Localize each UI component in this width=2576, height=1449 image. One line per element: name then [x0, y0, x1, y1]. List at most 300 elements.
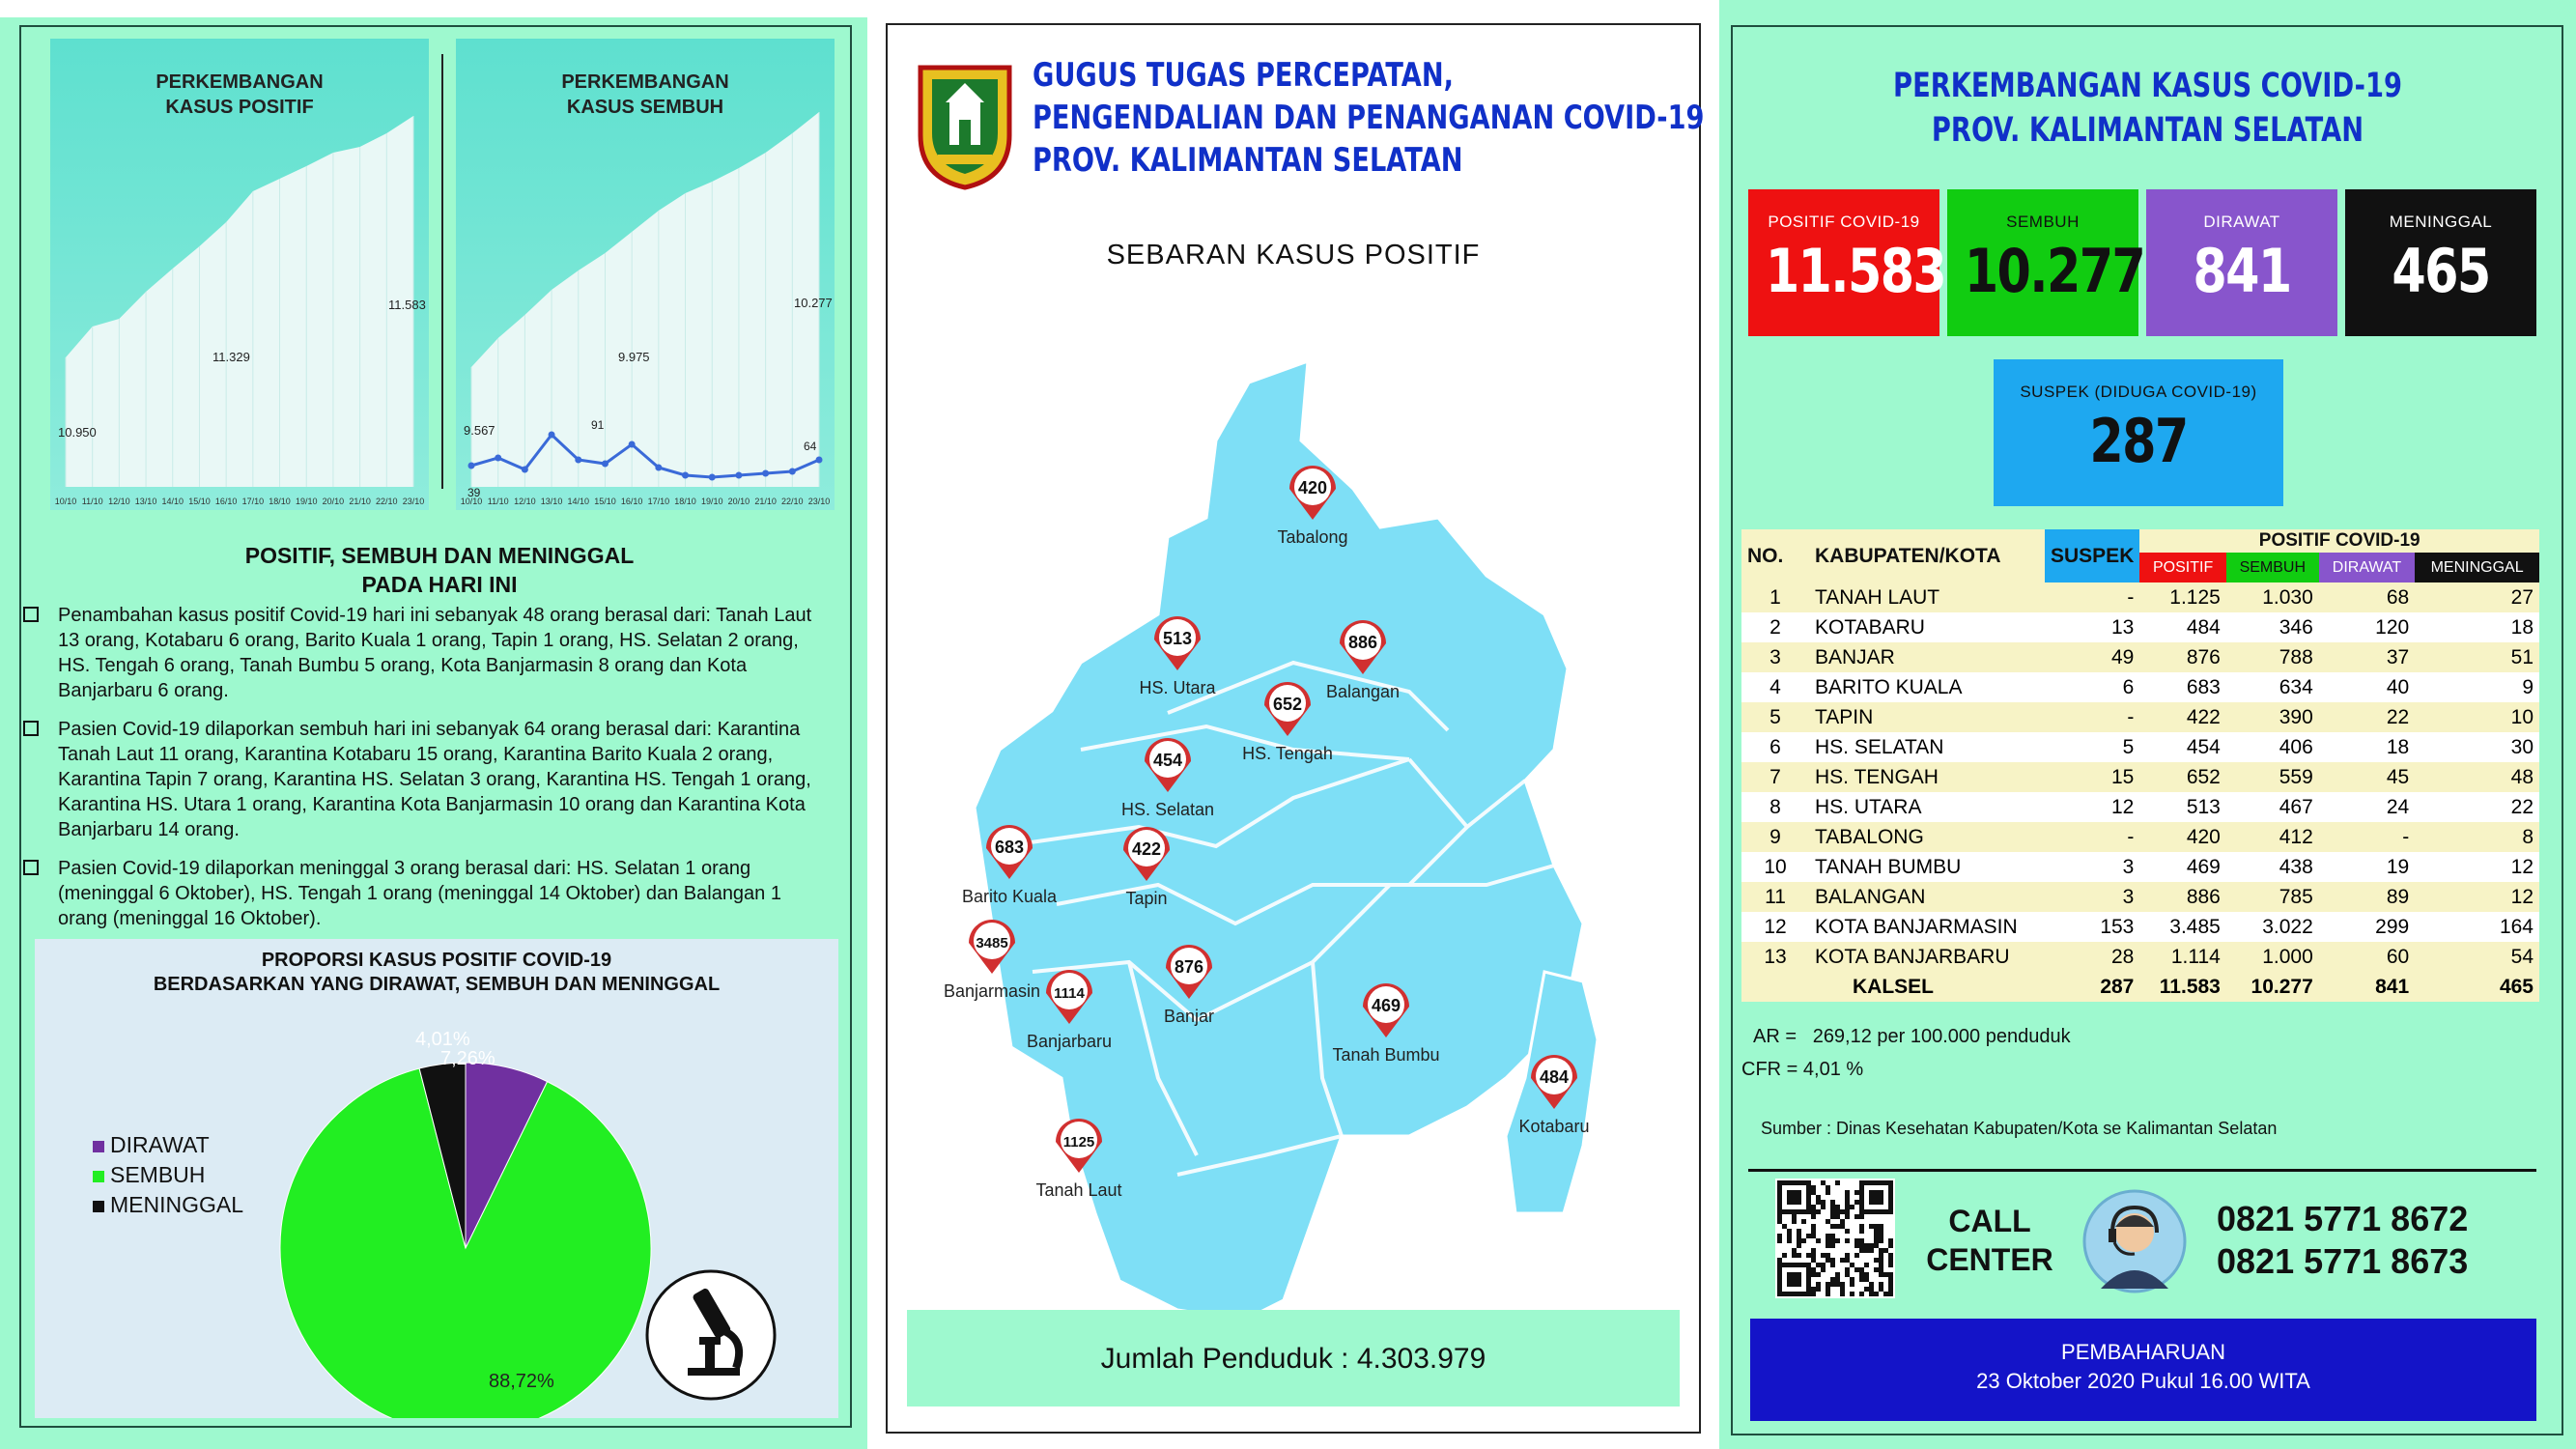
table-cell-dirawat: 299 — [2375, 915, 2410, 938]
table-cell-positif: 454 — [2186, 735, 2221, 758]
qr-module — [1874, 1243, 1879, 1248]
table-cell-dirawat: - — [2402, 825, 2410, 848]
qr-module — [1821, 1205, 1826, 1209]
qr-finder-core — [1787, 1190, 1801, 1205]
label-mid: 9.975 — [618, 350, 650, 364]
table-cell-no: 1 — [1769, 585, 1781, 609]
qr-module — [1830, 1263, 1835, 1267]
map-pin-name: Tanah Laut — [1035, 1180, 1122, 1200]
x-tick-label: 11/10 — [487, 497, 509, 506]
qr-module — [1777, 1234, 1782, 1238]
qr-module — [1816, 1195, 1821, 1200]
table-cell-sembuh: 346 — [2279, 615, 2313, 639]
bullet-sembuh — [58, 717, 821, 842]
x-tick-label: 22/10 — [781, 497, 804, 506]
x-tick-label: 13/10 — [540, 497, 563, 506]
qr-module — [1835, 1282, 1840, 1287]
table-cell-dirawat: 60 — [2386, 945, 2410, 968]
call-center-label — [1922, 1202, 2057, 1279]
qr-module — [1859, 1292, 1864, 1296]
pie-label-dirawat: 7,26% — [440, 1048, 495, 1069]
qr-module — [1816, 1209, 1821, 1214]
table-cell-meninggal: 27 — [2510, 585, 2534, 609]
qr-module — [1811, 1209, 1816, 1214]
table-cell-positif: 1.125 — [2169, 585, 2221, 609]
header-title-line1: GUGUS TUGAS PERCEPATAN, — [1033, 56, 1454, 95]
map-pin-value: 3485 — [976, 935, 1008, 952]
table-cell-sembuh: 1.000 — [2262, 945, 2313, 968]
daily-point — [789, 469, 796, 475]
map-pin-name: Tanah Bumbu — [1332, 1045, 1440, 1065]
map-pin-value: 1114 — [1054, 985, 1085, 1002]
table-cell-suspek: 28 — [2111, 945, 2135, 968]
map-pin-value: 422 — [1131, 839, 1162, 859]
label-end: 10.277 — [794, 296, 833, 310]
qr-module — [1864, 1243, 1869, 1248]
qr-module — [1821, 1263, 1826, 1267]
chart-kasus-positif — [50, 39, 429, 510]
table-row — [1741, 612, 2539, 642]
chart-kasus-sembuh — [456, 39, 835, 510]
map-pin-value: 454 — [1152, 751, 1183, 770]
qr-module — [1811, 1190, 1816, 1195]
tile-positif-label: POSITIF COVID-19 — [1768, 213, 1920, 231]
daily-point — [735, 472, 742, 479]
table-row — [1741, 942, 2539, 972]
qr-module — [1869, 1292, 1874, 1296]
qr-module — [1864, 1272, 1869, 1277]
table-cell-suspek: 3 — [2122, 855, 2135, 878]
table-cell-positif: 3.485 — [2169, 915, 2221, 938]
map-pin-value: 469 — [1371, 996, 1401, 1015]
qr-module — [1879, 1224, 1883, 1229]
map-pin-name: HS. Tengah — [1242, 744, 1333, 763]
area-fill — [66, 116, 413, 487]
table-cell-suspek: 5 — [2122, 735, 2135, 758]
table-cell-kab: TANAH LAUT — [1815, 585, 1940, 609]
x-tick-label: 23/10 — [807, 497, 831, 506]
table-cell-kab: HS. TENGAH — [1815, 765, 1939, 788]
table-cell-no: 13 — [1764, 945, 1787, 968]
table-cell-kab: TABALONG — [1815, 825, 1924, 848]
qr-module — [1859, 1248, 1864, 1253]
map-pin-value: 1125 — [1062, 1134, 1095, 1151]
qr-module — [1845, 1195, 1850, 1200]
table-cell-dirawat: 37 — [2386, 645, 2410, 668]
qr-finder-core — [1787, 1272, 1801, 1287]
table-cell-meninggal: 54 — [2510, 945, 2534, 968]
qr-module — [1888, 1253, 1893, 1258]
table-cell-kab: KOTA BANJARBARU — [1815, 945, 2010, 968]
qr-module — [1811, 1258, 1816, 1263]
table-cell-dirawat: 120 — [2375, 615, 2410, 639]
table-cell-kab: TAPIN — [1815, 705, 1874, 728]
table-cell-no: 12 — [1764, 915, 1787, 938]
qr-module — [1821, 1180, 1826, 1185]
th-meninggal: MENINGGAL — [2415, 553, 2539, 582]
bullet-positif-text: Penambahan kasus positif Covid-19 hari ini sebanyak 48 orang berasal dari: Tanah Laut 13 orang, Kotabaru 6 orang, Barito Kuala 1 orang, Tapin 1 orang, HS. Selatan 2 orang, HS. Tengah 6 orang, Tanah Bumbu 5 orang, Kota Banjarmasin 8 orang dan Kota Banjarbaru 6 orang. — [58, 605, 812, 701]
area-fill — [471, 112, 819, 487]
qr-module — [1874, 1292, 1879, 1296]
daily-point — [549, 432, 555, 439]
qr-module — [1874, 1238, 1879, 1243]
tile-dirawat — [2146, 189, 2337, 336]
qr-module — [1854, 1253, 1859, 1258]
qr-module — [1883, 1292, 1888, 1296]
table-cell-suspek: 3 — [2122, 885, 2135, 908]
qr-module — [1845, 1272, 1850, 1277]
table-cell-kab: KOTABARU — [1815, 615, 1925, 639]
qr-module — [1845, 1214, 1850, 1219]
qr-module — [1845, 1190, 1850, 1195]
qr-module — [1888, 1243, 1893, 1248]
qr-module — [1859, 1267, 1864, 1272]
qr-module — [1816, 1200, 1821, 1205]
qr-module — [1879, 1272, 1883, 1277]
tile-meninggal — [2345, 189, 2536, 336]
qr-module — [1826, 1292, 1830, 1296]
qr-module — [1879, 1287, 1883, 1292]
map-pin-name: Balangan — [1325, 682, 1401, 701]
map-pin-value: 876 — [1174, 957, 1204, 977]
qr-module — [1816, 1287, 1821, 1292]
table-row — [1741, 912, 2539, 942]
microscope-icon — [643, 1267, 778, 1403]
qr-module — [1777, 1258, 1782, 1263]
table-cell-suspek: 153 — [2100, 915, 2135, 938]
map-pin-name: HS. Selatan — [1120, 800, 1215, 819]
qr-module — [1830, 1205, 1835, 1209]
table-cell-positif: 422 — [2186, 705, 2221, 728]
table-total-suspek: 287 — [2100, 975, 2135, 998]
qr-module — [1826, 1287, 1830, 1292]
tile-sembuh-label: SEMBUH — [2006, 213, 2080, 231]
th-dirawat: DIRAWAT — [2319, 553, 2415, 582]
map-pin-value: 513 — [1162, 629, 1193, 648]
qr-module — [1792, 1248, 1797, 1253]
pie-section — [35, 939, 838, 1418]
qr-module — [1777, 1238, 1782, 1243]
qr-module — [1879, 1263, 1883, 1267]
qr-module — [1874, 1258, 1879, 1263]
qr-module — [1845, 1238, 1850, 1243]
qr-module — [1874, 1224, 1879, 1229]
qr-module — [1854, 1267, 1859, 1272]
qr-module — [1816, 1282, 1821, 1287]
table-cell-no: 10 — [1764, 855, 1787, 878]
table-cell-sembuh: 412 — [2279, 825, 2313, 848]
x-tick-label: 12/10 — [514, 497, 536, 506]
table-cell-suspek: - — [2127, 705, 2135, 728]
qr-module — [1811, 1214, 1816, 1219]
qr-module — [1801, 1219, 1806, 1224]
qr-module — [1879, 1253, 1883, 1258]
qr-module — [1869, 1248, 1874, 1253]
pie-label-meninggal: 4,01% — [415, 1029, 470, 1050]
map-pin-name: Tapin — [1125, 889, 1168, 908]
tile-suspek-value: 287 — [2089, 406, 2188, 476]
table-cell-kab: BALANGAN — [1815, 885, 1926, 908]
table-cell-kab: HS. UTARA — [1815, 795, 1922, 818]
table-row — [1741, 732, 2539, 762]
table-body — [1741, 582, 2539, 1002]
map-pin-name: Banjarbaru — [1026, 1032, 1113, 1051]
qr-module — [1830, 1277, 1835, 1282]
table-row — [1741, 822, 2539, 852]
table-cell-no: 7 — [1769, 765, 1781, 788]
table-cell-sembuh: 406 — [2279, 735, 2313, 758]
table-cell-sembuh: 1.030 — [2262, 585, 2313, 609]
qr-module — [1811, 1229, 1816, 1234]
qr-module — [1864, 1287, 1869, 1292]
bullet-checkbox-icon — [23, 607, 39, 622]
population-box — [907, 1310, 1680, 1406]
qr-module — [1879, 1229, 1883, 1234]
qr-module — [1869, 1224, 1874, 1229]
header-title — [1033, 54, 1704, 182]
chart-positif-title-line2: KASUS POSITIF — [165, 97, 314, 118]
th-no: NO. — [1747, 544, 1784, 567]
qr-module — [1787, 1238, 1792, 1243]
middle-panel — [886, 23, 1705, 1434]
qr-module — [1888, 1258, 1893, 1263]
qr-module — [1854, 1190, 1859, 1195]
qr-module — [1826, 1238, 1830, 1243]
qr-module — [1811, 1287, 1816, 1292]
qr-module — [1840, 1224, 1845, 1229]
qr-module — [1879, 1234, 1883, 1238]
pie-title-line2: BERDASARKAN YANG DIRAWAT, SEMBUH DAN MENINGGAL — [153, 974, 721, 995]
table-cell-kab: KOTA BANJARMASIN — [1815, 915, 2018, 938]
qr-module — [1854, 1243, 1859, 1248]
x-tick-label: 14/10 — [567, 497, 590, 506]
call-center-agent-icon — [2081, 1188, 2188, 1294]
qr-module — [1782, 1253, 1787, 1258]
phone-numbers — [2217, 1198, 2468, 1283]
qr-module — [1835, 1272, 1840, 1277]
qr-module — [1835, 1224, 1840, 1229]
bullet-checkbox-icon — [23, 860, 39, 875]
bullet-meninggal — [58, 856, 821, 931]
daily-point — [682, 472, 689, 479]
table-cell-sembuh: 634 — [2279, 675, 2313, 698]
tile-sembuh — [1947, 189, 2145, 336]
table-cell-positif: 652 — [2186, 765, 2221, 788]
qr-module — [1830, 1214, 1835, 1219]
map-pin-name: Barito Kuala — [961, 887, 1058, 906]
x-tick-label: 10/10 — [54, 497, 77, 506]
table-row — [1741, 642, 2539, 672]
th-positif-group: POSITIF COVID-19 — [2258, 530, 2420, 551]
qr-module — [1811, 1292, 1816, 1296]
qr-module — [1850, 1277, 1854, 1282]
x-tick-label: 16/10 — [214, 497, 238, 506]
qr-module — [1826, 1219, 1830, 1224]
table-cell-sembuh: 788 — [2279, 645, 2313, 668]
x-tick-label: 18/10 — [674, 497, 696, 506]
table-cell-sembuh: 785 — [2279, 885, 2313, 908]
qr-module — [1792, 1219, 1797, 1224]
cfr-text: CFR = 4,01 % — [1741, 1059, 1864, 1080]
qr-module — [1806, 1234, 1811, 1238]
bullet-checkbox-icon — [23, 721, 39, 736]
qr-module — [1830, 1282, 1835, 1287]
table-cell-positif: 484 — [2186, 615, 2221, 639]
qr-module — [1777, 1219, 1782, 1224]
qr-module — [1879, 1258, 1883, 1263]
province-logo — [917, 64, 1013, 191]
table-cell-suspek: 15 — [2111, 765, 2135, 788]
update-date: 23 Oktober 2020 Pukul 16.00 WITA — [1976, 1369, 2310, 1393]
qr-module — [1826, 1190, 1830, 1195]
th-kabupaten: KABUPATEN/KOTA — [1815, 544, 2001, 567]
table-cell-meninggal: 48 — [2510, 765, 2534, 788]
ar-text: AR = 269,12 per 100.000 penduduk — [1753, 1026, 2071, 1047]
th-sembuh: SEMBUH — [2226, 553, 2319, 582]
tile-positif-value: 11.583 — [1765, 236, 1946, 306]
qr-module — [1854, 1214, 1859, 1219]
qr-module — [1797, 1243, 1801, 1248]
right-title — [1719, 64, 2576, 153]
tile-suspek — [1994, 359, 2283, 506]
qr-module — [1859, 1238, 1864, 1243]
qr-module — [1888, 1277, 1893, 1282]
qr-module — [1830, 1243, 1835, 1248]
map-pin-name: Kotabaru — [1518, 1117, 1590, 1136]
left-panel — [0, 17, 867, 1449]
x-tick-label: 19/10 — [295, 497, 318, 506]
qr-module — [1840, 1209, 1845, 1214]
qr-module — [1864, 1263, 1869, 1267]
qr-module — [1821, 1200, 1826, 1205]
call-label-line1: CALL — [1948, 1204, 2031, 1238]
chart-sembuh-title-line2: KASUS SEMBUH — [566, 97, 724, 118]
qr-module — [1869, 1287, 1874, 1292]
x-tick-label: 20/10 — [322, 497, 345, 506]
table-total-sembuh: 10.277 — [2250, 975, 2313, 998]
table-cell-sembuh: 438 — [2279, 855, 2313, 878]
qr-module — [1859, 1277, 1864, 1282]
x-tick-label: 12/10 — [108, 497, 130, 506]
tile-meninggal-value: 465 — [2392, 236, 2490, 306]
table-cell-meninggal: 9 — [2522, 675, 2534, 698]
qr-module — [1845, 1258, 1850, 1263]
qr-module — [1840, 1292, 1845, 1296]
table-row — [1741, 762, 2539, 792]
tile-positif — [1748, 189, 1946, 336]
tile-sembuh-value: 10.277 — [1964, 236, 2145, 306]
qr-module — [1888, 1272, 1893, 1277]
daily-point — [655, 465, 662, 471]
label-start: 9.567 — [464, 423, 495, 438]
bullet-positif — [58, 603, 821, 703]
phone-number-1[interactable]: 0821 5771 8672 — [2217, 1199, 2469, 1238]
table-cell-no: 6 — [1769, 735, 1781, 758]
legend-meninggal-label: MENINGGAL — [110, 1192, 244, 1217]
tile-suspek-label: SUSPEK (DIDUGA COVID-19) — [2020, 383, 2257, 401]
table-row — [1741, 702, 2539, 732]
qr-module — [1830, 1238, 1835, 1243]
table-row — [1741, 852, 2539, 882]
qr-module — [1826, 1243, 1830, 1248]
qr-module — [1826, 1185, 1830, 1190]
table-cell-dirawat: 19 — [2386, 855, 2410, 878]
qr-module — [1816, 1272, 1821, 1277]
legend-dirawat-label: DIRAWAT — [110, 1132, 210, 1157]
map-pin-name: Banjarmasin — [943, 981, 1041, 1001]
phone-number-2[interactable]: 0821 5771 8673 — [2217, 1241, 2469, 1281]
daily-point — [575, 457, 581, 464]
map-kalimantan-selatan — [888, 344, 1699, 1310]
qr-module — [1826, 1253, 1830, 1258]
qr-module — [1883, 1248, 1888, 1253]
label-end: 11.583 — [388, 298, 426, 312]
right-title-line1: PERKEMBANGAN KASUS COVID-19 — [1893, 67, 2402, 105]
x-tick-label: 21/10 — [349, 497, 371, 506]
qr-module — [1806, 1253, 1811, 1258]
qr-module — [1874, 1234, 1879, 1238]
x-tick-label: 15/10 — [594, 497, 616, 506]
x-tick-label: 10/10 — [460, 497, 483, 506]
table-cell-sembuh: 467 — [2279, 795, 2313, 818]
qr-module — [1821, 1267, 1826, 1272]
table-cell-dirawat: 45 — [2386, 765, 2410, 788]
chart-sembuh-svg — [456, 39, 835, 510]
qr-module — [1869, 1243, 1874, 1248]
call-label-line2: CENTER — [1926, 1242, 2053, 1277]
qr-module — [1811, 1272, 1816, 1277]
bullet-meninggal-text: Pasien Covid-19 dilaporkan meninggal 3 orang berasal dari: HS. Selatan 1 orang (meninggal 6 Oktober), HS. Tengah 1 orang (meninggal 14 Oktober) dan Balangan 1 orang (meninggal 16 Oktober). — [58, 858, 781, 929]
table-cell-sembuh: 3.022 — [2262, 915, 2313, 938]
table-cell-suspek: - — [2127, 825, 2135, 848]
chart-positif-title-line1: PERKEMBANGAN — [156, 71, 324, 93]
map-pin-name: HS. Utara — [1139, 678, 1216, 697]
table-cell-no: 4 — [1769, 675, 1781, 698]
table-cell-positif: 886 — [2186, 885, 2221, 908]
table-cell-no: 8 — [1769, 795, 1781, 818]
call-divider-top — [1748, 1169, 2536, 1172]
table-cell-positif: 469 — [2186, 855, 2221, 878]
map-pin-name: Tabalong — [1277, 527, 1348, 547]
qr-module — [1850, 1292, 1854, 1296]
x-tick-label: 14/10 — [161, 497, 184, 506]
label-start: 10.950 — [58, 425, 97, 440]
daily-label-peak: 91 — [591, 418, 605, 432]
qr-module — [1830, 1258, 1835, 1263]
qr-module — [1864, 1277, 1869, 1282]
map-pin-value: 420 — [1297, 478, 1328, 497]
qr-module — [1835, 1180, 1840, 1185]
table-cell-kab: TANAH BUMBU — [1815, 855, 1962, 878]
qr-module — [1826, 1282, 1830, 1287]
qr-module — [1811, 1253, 1816, 1258]
table-cell-dirawat: 89 — [2386, 885, 2410, 908]
qr-module — [1845, 1205, 1850, 1209]
table-cell-no: 9 — [1769, 825, 1781, 848]
qr-module — [1888, 1238, 1893, 1243]
today-title — [39, 541, 840, 599]
table-cell-positif: 420 — [2186, 825, 2221, 848]
qr-module — [1845, 1229, 1850, 1234]
qr-module — [1888, 1287, 1893, 1292]
update-label: PEMBAHARUAN — [2061, 1340, 2225, 1364]
qr-module — [1854, 1200, 1859, 1205]
table-cell-sembuh: 390 — [2279, 705, 2313, 728]
legend-sembuh-label: SEMBUH — [110, 1162, 206, 1187]
qr-module — [1811, 1185, 1816, 1190]
tile-meninggal-label: MENINGGAL — [2389, 213, 2493, 231]
qr-module — [1792, 1253, 1797, 1258]
